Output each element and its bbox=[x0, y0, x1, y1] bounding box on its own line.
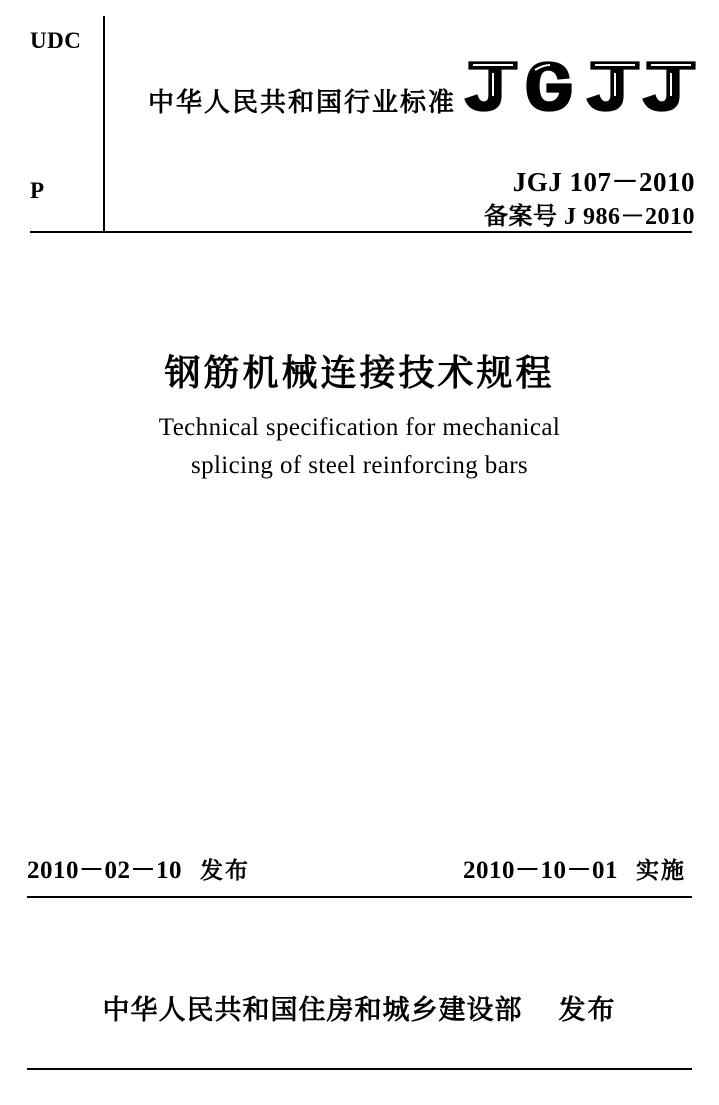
effective-date-block bbox=[463, 850, 686, 886]
header-vertical-divider bbox=[103, 16, 105, 231]
footer-top-divider bbox=[27, 896, 692, 898]
header-horizontal-divider bbox=[30, 231, 692, 233]
document-title-en-line1: Technical specification for mechanical bbox=[158, 414, 561, 441]
effective-date-label: 实施 bbox=[636, 858, 687, 884]
issue-date-label: 发布 bbox=[200, 858, 251, 884]
jgj-logo bbox=[451, 56, 701, 118]
document-title-cn: 钢筋机械连接技术规程 bbox=[164, 353, 555, 394]
publisher-verb: 发布 bbox=[558, 995, 617, 1026]
issue-date-value: 2010－02－10 bbox=[27, 857, 183, 884]
record-number: 备案号 J 986－2010 bbox=[484, 204, 695, 230]
effective-date-value: 2010－10－01 bbox=[463, 857, 619, 884]
footer-bottom-divider bbox=[27, 1068, 692, 1070]
standard-issuer-line: 中华人民共和国行业标准 bbox=[148, 88, 457, 118]
publisher-block bbox=[0, 988, 719, 1027]
publisher-name: 中华人民共和国住房和城乡建设部 bbox=[102, 995, 523, 1026]
standard-number: JGJ 107－2010 bbox=[512, 167, 695, 197]
udc-label: UDC bbox=[30, 28, 82, 53]
document-title-en-line2: splicing of steel reinforcing bars bbox=[190, 452, 529, 479]
p-classification-label: P bbox=[30, 178, 45, 203]
issue-date-block bbox=[27, 850, 250, 886]
